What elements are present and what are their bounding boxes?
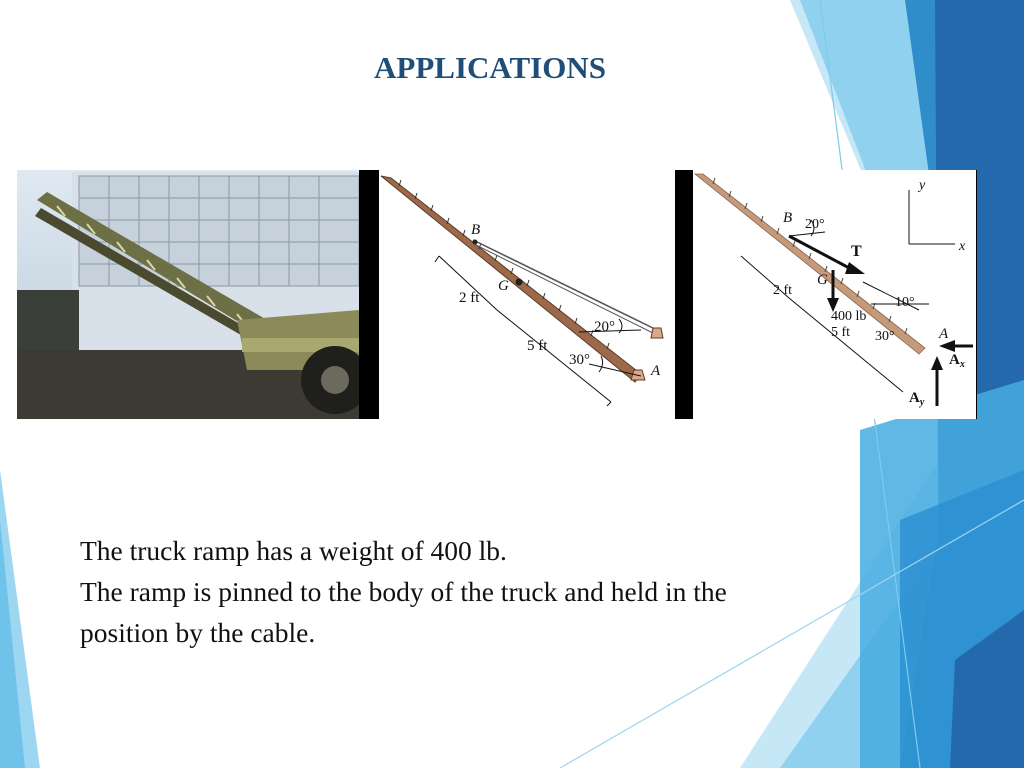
slide-title: APPLICATIONS	[374, 50, 606, 85]
ramp-label-g: G	[498, 278, 509, 294]
fbd-dim-5ft: 5 ft	[831, 325, 851, 340]
fbd-force-ay: $A_y$	[909, 390, 925, 408]
slide-body	[80, 530, 900, 653]
fbd-angle-10: 10°	[895, 295, 915, 310]
body-line-3: position by the cable.	[80, 617, 316, 648]
ramp-dim-5ft: 5 ft	[527, 338, 548, 354]
fbd-angle-30: 30°	[875, 329, 895, 344]
ramp-label-a: A	[651, 363, 661, 379]
fbd-axis-y: y	[919, 178, 926, 193]
fbd-label-a: A	[939, 326, 949, 342]
image-strip	[17, 170, 977, 419]
ramp-angle-20: 20°	[594, 319, 615, 335]
ramp-diagram	[379, 170, 675, 419]
fbd-weight: 400 lb	[831, 309, 867, 324]
fbd-label-b: B	[783, 210, 793, 226]
fbd-force-ax: $A_x$	[949, 352, 965, 370]
ramp-angle-30: 30°	[569, 352, 590, 368]
fbd-force-t: T	[851, 243, 862, 260]
truck-ramp-photo	[17, 170, 359, 419]
ramp-dim-2ft: 2 ft	[459, 290, 480, 306]
ramp-label-b: B	[471, 222, 481, 238]
free-body-diagram	[693, 170, 976, 419]
fbd-label-g: G	[817, 272, 828, 288]
fbd-axis-x: x	[959, 239, 966, 254]
fbd-dim-2ft: 2 ft	[773, 283, 793, 298]
fbd-angle-20: 20°	[805, 217, 825, 232]
body-line-2: The ramp is pinned to the body of the truck and held in the	[80, 576, 727, 607]
body-line-1: The truck ramp has a weight of 400 lb.	[80, 535, 507, 566]
